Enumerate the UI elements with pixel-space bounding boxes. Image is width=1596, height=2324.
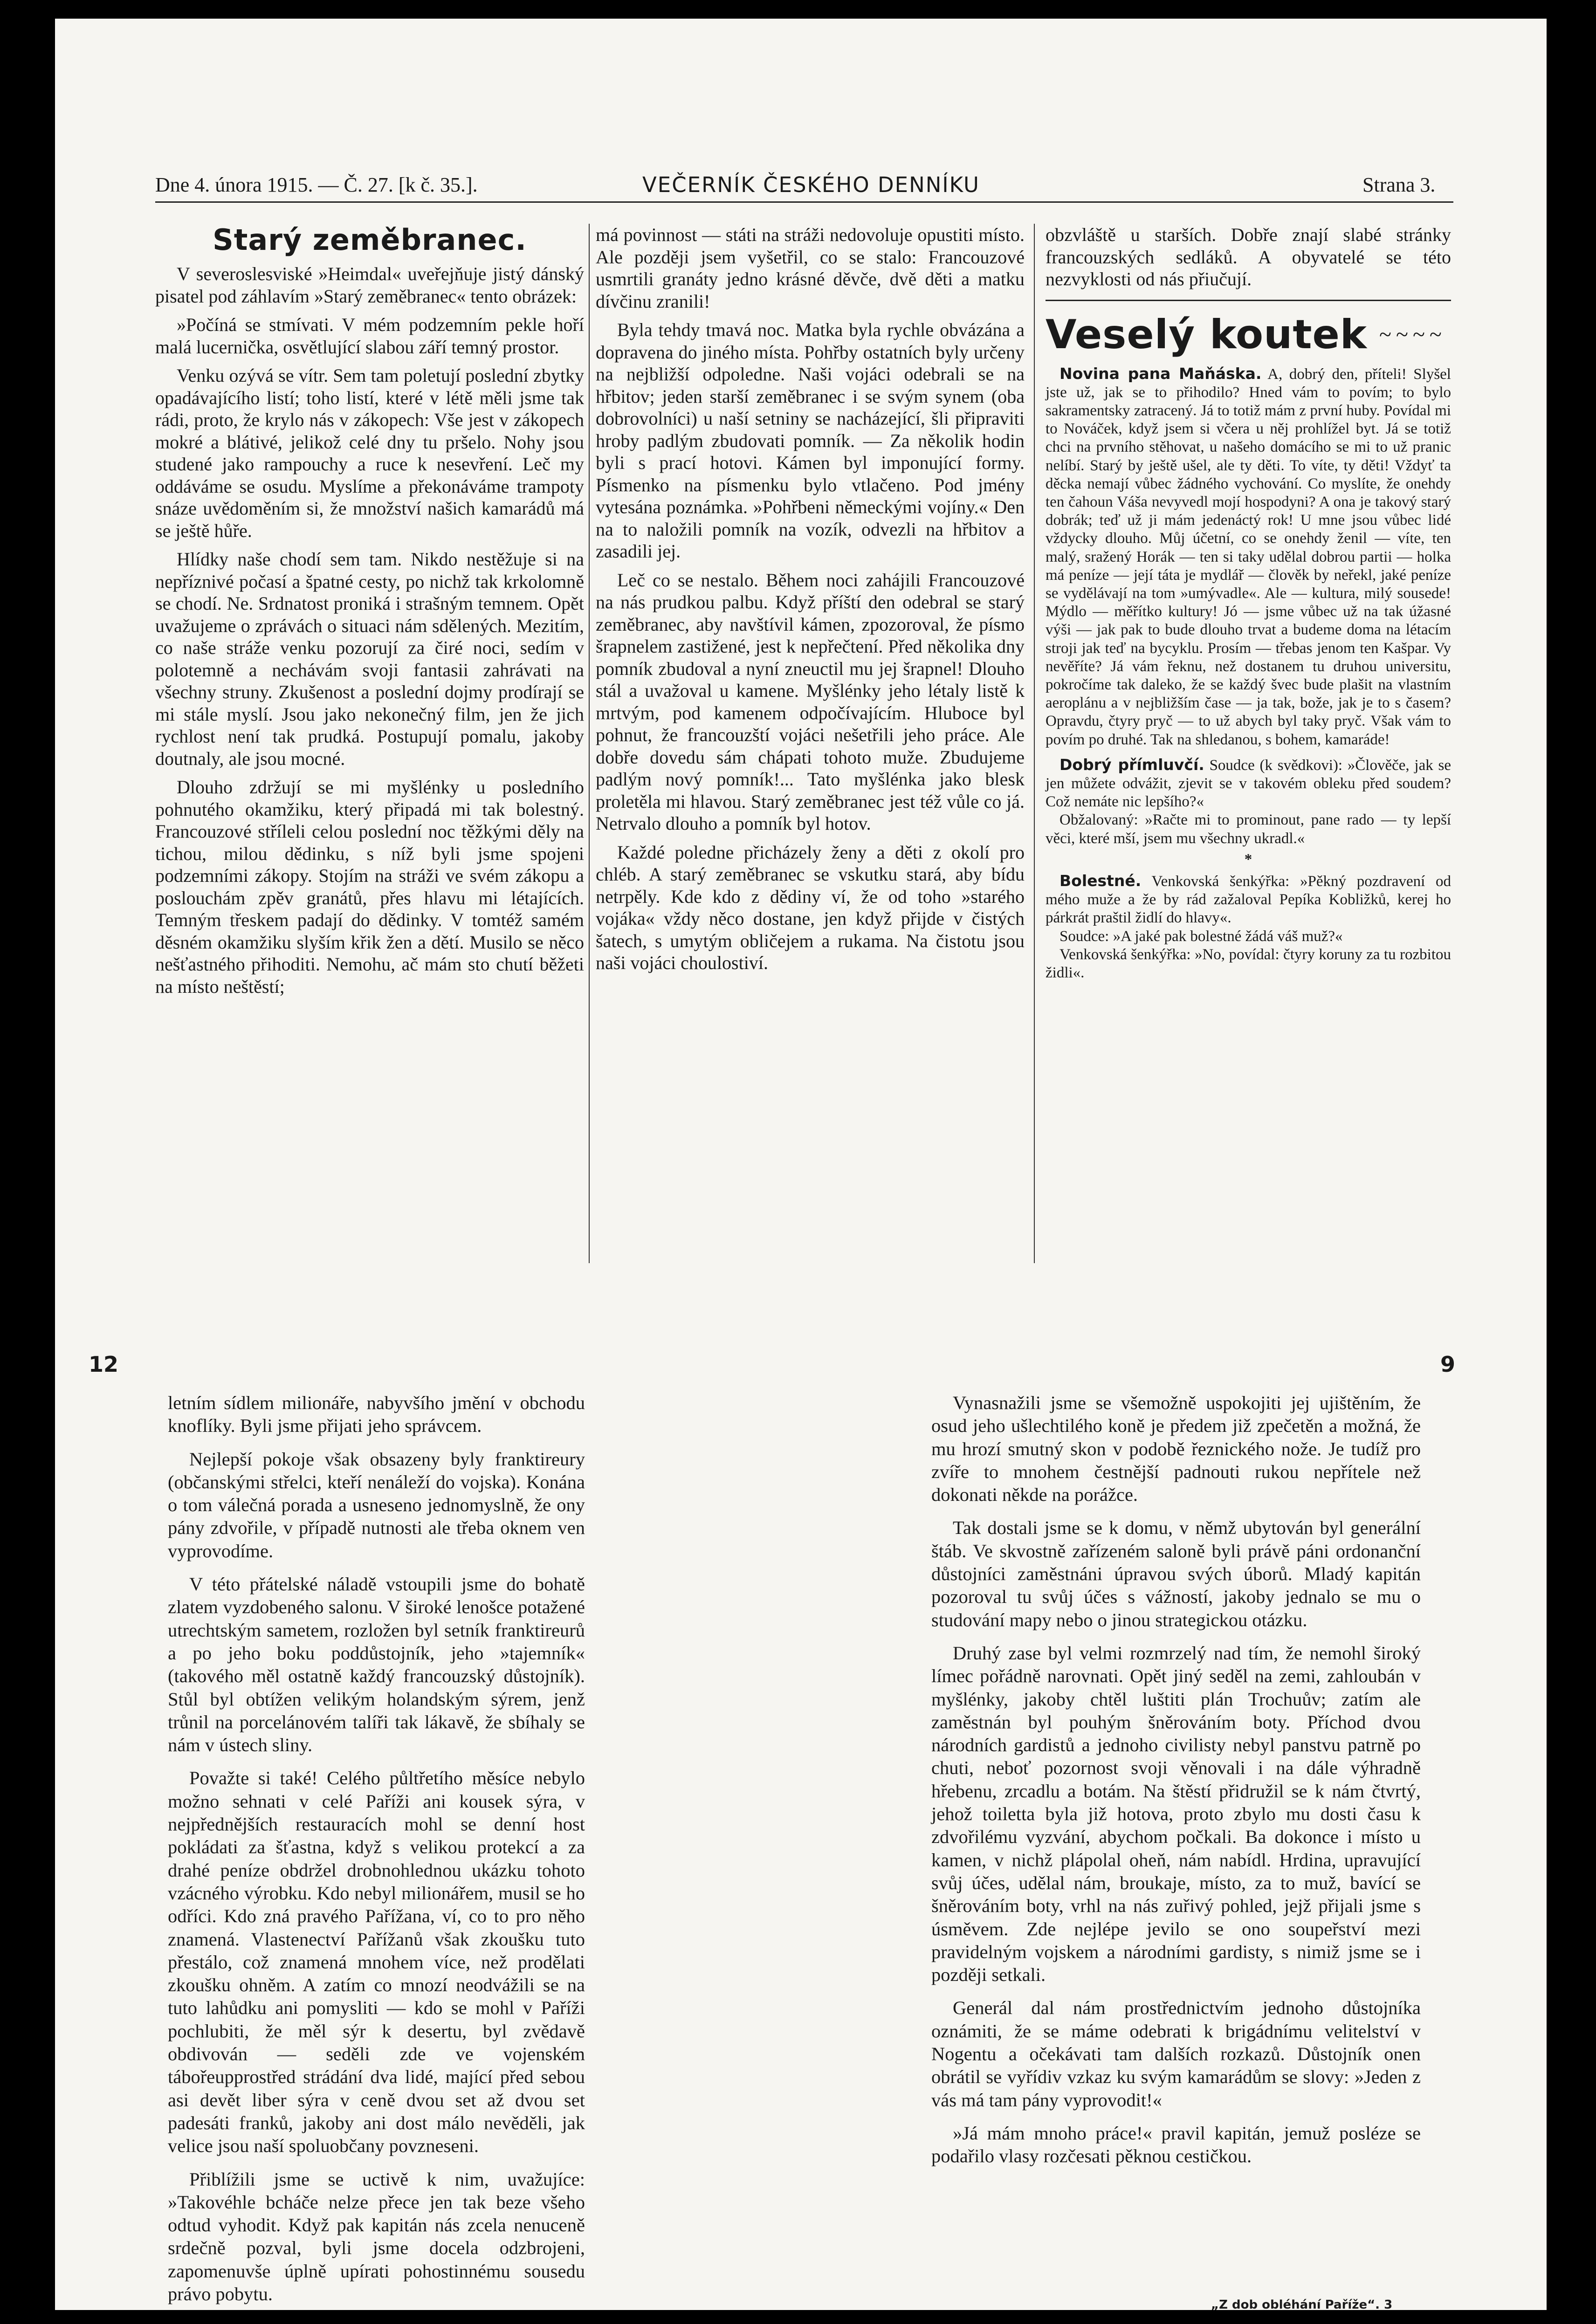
scan-sheet [55, 19, 1547, 2310]
ornament-icon: ~~~~ [1379, 322, 1446, 347]
book-paragraph: »Já mám mnoho práce!« pravil kapitán, jemuž posléze se podařilo vlasy rozčesati pěknou cestičkou. [931, 2122, 1421, 2167]
book-paragraph: Vynasnažili jsme se všemožně uspokojiti jej ujištěním, že osud jeho ušlechtilého koně je předem již zpečetěn a možná, že mu hrozí smutný skon v podobě řeznického nože. Je tudíž pro zvíře to mnohem čestnější padnouti rukou nepřítele než dokonati někde na porážce. [931, 1392, 1421, 1506]
right-page-number: 9 [1440, 1352, 1456, 1377]
article-column-3 [1046, 224, 1451, 1249]
book-left-page [168, 1391, 585, 2304]
book-paragraph: Považte si také! Celého půltřetího měsíce nebylo možno sehnati v celé Paříži ani kousek sýra, v nejpřednějších restauracích mohl se denní host pokládati za šťastna, když s velikou protekcí a za drahé peníze obdržel drobnohlednou ukázku tohoto vzácného výrobku. Kdo nebyl milionářem, musil se ho odříci. Kdo zná pravého Pařížana, ví, co to pro něho znamená. Vlastenectví Pařížanů však zkoušku tuto přestálo, což znamená mnohem více, než prodělati zkoušku ohněm. A zatím co mnozí neodvážili se na tuto lahůdku ani pomysliti — kdo se mohl v Paříži pochlubiti, že měl sýr k desertu, byl zvědavě obdivován — seděli zde ve vojenském tábořeupprostřed strádání dva lidé, mající před sebou asi devět liber sýra v ceně dvou set až dvou set padesáti franků, jakoby ani dost málo nevěděli, jak velice jsou naší spoluobčany povzneseni. [168, 1767, 585, 2157]
column-rule [589, 224, 590, 1263]
joke-text: Venkovská šenkýřka: »Pěkný pozdravení od mého muže a že by rád zažaloval Pepíka Kobližků, kerej ho párkrát praštil židlí do hlavy«. [1046, 873, 1452, 927]
article-paragraph: V severoslesviské »Heimdal« uveřejňuje jistý dánský pisatel pod záhlavím »Starý zeměbranec« tento obrázek: [155, 263, 584, 307]
article-paragraph: Hlídky naše chodí sem tam. Nikdo nestěžuje si na nepříznivé počasí a špatné cesty, po nichž tak krkolomně se chodí. Ne. Srdnatost proniká i strašným temnem. Opět uvažujeme o zprávách o situaci nám sdělených. Mezitím, co naše stráže venku pozorují za čiré noci, sedím v polotemně a nechávám svoji fantasii zahrávati na všechny struny. Zkušenost a poslední dojmy prodírají se mi stále myslí. Jsou jako nekonečný film, jen že jich rychlost není tak prudká. Postupují pomalu, jakoby doutnaly, ale jsou mocné. [155, 549, 584, 769]
header-rule [155, 201, 1453, 203]
article-paragraph: obzvláště u starších. Dobře znají slabé stránky francouzských sedláků. A obyvatelé se této nezvyklosti od nás přiučují. [1046, 224, 1451, 289]
article-paragraph: »Počíná se stmívati. V mém podzemním pekle hoří malá lucernička, osvětlující slabou září temný prostor. [155, 314, 584, 358]
section-rule [1046, 300, 1451, 301]
article-paragraph: Leč co se nestalo. Během noci zahájili Francouzové na nás prudkou palbu. Když příští den odebral se starý zeměbranec, aby navštívil kámen, zpozoroval, že písmo šrapnelem zastižené, jest k nepřečtení. Před několika dny pomník zbudoval a nyní zneuctil mu jej šrapnel! Dlouho stál a uvažoval u kamene. Myšlénky jeho létaly listě k mrtvým, pod kamenem odpočívajícím. Hluboce byl pohnut, že francouzští vojáci nešetřili jeho práce. Ale dobře dovedu sám chápati tohoto muže. Zbudujeme padlým nový pomník!... Tato myšlénka jako blesk proletěla mi hlavou. Starý zeměbranec jest též vůle co já. Netrvalo dlouho a pomník byl hotov. [596, 569, 1025, 834]
joke-text: Soudce: »A jaké pak bolestné žádá váš muž?« [1059, 928, 1343, 945]
book-paragraph: Nejlepší pokoje však obsazeny byly franktireury (občanskými střelci, kteří nenáleží do vojska). Konána o tom válečná porada a usneseno jednomyslně, že ony pány zdvořile, v případě nutnosti ale třeba oknem ven vyprovodíme. [168, 1448, 585, 1561]
vesely-koutek-body [1046, 364, 1451, 983]
book-paragraph: letním sídlem milionáře, nabyvšího jmění v obchodu knoflíky. Byli jsme přijati jeho správcem. [168, 1392, 585, 1437]
article-column-1 [155, 224, 584, 1249]
header-title: VEČERNÍK ČESKÉHO DENNÍKU [642, 172, 980, 197]
article-paragraph: Venku ozývá se vítr. Sem tam poletují poslední zbytky opadávajícího listí; toho listí, které v létě měli jsme tak rádi, proto, že krylo nás v zákopech: Vše jest v zákopech mokré a blátivé, jelikož celé dny tu pršelo. Nohy jsou studené jako rampouchy a ruce k nesevření. Leč my oddáváme se osudu. Myslíme a překonáváme trampoty snáze uvědoměním si, že množství našich kamarádů má se ještě hůře. [155, 365, 584, 541]
article-column-2 [596, 224, 1025, 1249]
vesely-koutek-heading [1046, 312, 1451, 357]
article-paragraph: Dlouho zdržují se mi myšlénky u posledního pohnutého okamžiku, který připadá mi tak bolestný. Francouzové stříleli celou poslední noc těžkými děly na tichou, milou dědinku, s níž byli jsme spojeni podzemními zákopy. Stojím na stráži ve svém zákopu a poslouchám zpěv granátů, přes hlavu mi létajících. Temným třeskem padají do dědinky. V tomtéž samém děsném okamžiku slyším křik žen a dětí. Musilo se něco nešťastného přihoditi. Nemohu, ač mám sto chutí běžeti na místo neštěstí; [155, 777, 584, 997]
article-paragraph: má povinnost — státi na stráži nedovoluje opustiti místo. Ale později jsem vyšetřil, co se stalo: Francouzové usmrtili granáty jedno krásné děvče, dvě děti a matku dívčinu zranili! [596, 224, 1025, 312]
book-right-page [931, 1391, 1421, 2268]
column-rule [1034, 224, 1035, 1263]
header-date: Dne 4. února 1915. — Č. 27. [k č. 35.]. [155, 173, 478, 196]
joke-text: A, dobrý den, příteli! Slyšel jste už, jak se to přihodilo? Hned vám to povím; to bylo sakramentsky zatracený. Já to totiž mám z první huby. Povídal mi to Nováček, když jsem si včera u něj prohlížel byt. Já se totiž chci na prvního stěhovat, u našeho domácího se mi to už pranic nelíbí. Starý by ještě ušel, ale ty děti. To víte, ty děti! Vždyť ta děcka nemají vůbec žádného vychování. Co myslíte, že onehdy ten čahoun Váša nevyvedl mojí hospodyni? A ona je takový starý dobrák; teď už ji mám jedenáctý rok! U mne jsou vůbec lidé vždycky dlouho. Můj účetní, co se onehdy ženil — víte, ten malý, sražený Horák — ten si taky udělal dobrou partii — holka má peníze — její táta je mydlář — člověk by neřekl, jaké peníze se vydělávají na tom »umývadle«. Ale — kultura, milý sousede! Mýdlo — měřítko kultury! Jó — jsme vůbec už na tak úžasné výši — jak pak to bude dlouho trvat a budeme doma na létacím stroji jak teď na bycyklu. Prosím — třebas jenom ten Kašpar. Vy nevěříte? Já vám řeknu, než dostanem tu druhou universitu, pokročíme tak daleko, že se každý švec bude plašit na vlastním aeroplánu a v nejbližším čase — ja tak, bože, jak je to s časem? Opravdu, čtyry pryč — to už abych byl taky pryč. Však vám to povím po druhé. Tak na shledanou, s bohem, kamaráde! [1046, 365, 1451, 748]
joke-text: Venkovská šenkýřka: »No, povídal: čtyry koruny za tu rozbitou židli«. [1046, 946, 1451, 981]
book-footer: „Z dob obléhání Paříže“. 3 [1211, 2298, 1393, 2312]
left-page-number: 12 [89, 1352, 119, 1377]
book-paragraph: Tak dostali jsme se k domu, v němž ubytován byl generální štáb. Ve skvostně zařízeném saloně byli právě páni ordonanční důstojníci zaměstnáni úpravou svých úborů. Mladý kapitán pozoroval tu svůj účes s vážností, jakoby jednalo se mu o studování mapy nebo o jinou strategickou otázku. [931, 1517, 1421, 1630]
vesely-koutek-title: Veselý koutek [1046, 311, 1367, 358]
joke-heading: Dobrý přímluvčí. [1059, 755, 1204, 774]
article-paragraph: Každé poledne přicházely ženy a děti z okolí pro chléb. A starý zeměbranec se vskutku stará, aby bídu netrpěly. Kde kdo z dědiny ví, že od toho »starého vojáka« vždy něco dostane, jen když přijde v čistých šatech, s umytým obličejem a rukama. Na čistotu jsou naši vojáci choulostiví. [596, 841, 1025, 973]
book-paragraph: V této přátelské náladě vstoupili jsme do bohatě zlatem vyzdobeného salonu. V široké lenošce potažené utrechtským sametem, rozložen byl setník franktireurů a po jeho boku poddůstojník, jeho »tajemník« (takového měl ostatně každý francouzský důstojník). Stůl byl obtížen velikým holandským sýrem, jenž trůnil na porcelánovém talíři tak lákavě, že sbíhaly se nám v ústech sliny. [168, 1574, 585, 1756]
separator-star-icon: * [1244, 851, 1252, 868]
joke-text: Obžalovaný: »Račte mi to prominout, pane rado — ty lepší věci, které mší, jsem mu všechny ukradl.« [1046, 811, 1451, 847]
header-page-number: Strana 3. [1362, 173, 1436, 196]
book-paragraph: Druhý zase byl velmi rozmrzelý nad tím, že nemohl široký límec pořádně narovnati. Opět jiný seděl na zemi, zahloubán v myšlénky, jakoby chtěl luštiti plán Trochuův; zatím ale zaměstnán byl pouhým šněrováním boty. Příchod dvou národních gardistů a jednoho civilisty nebyl panstvu patrně po chuti, neboť pozornost svoji věnovali i na dále výhradně hřebenu, zrcadlu a botám. Na štěstí přidružil se k nám čtvrtý, jehož toiletta byla již hotova, proto zbylo mu dosti času k zdvořilému vyzvání, abychom počkali. Ba dokonce i místo u kamen, v nichž plápolal oheň, nám nabídl. Hrdina, upravující svůj účes, udělal nám, broukaje, místo, za to muž, bavící se šněrováním boty, vrhl na nás zuřivý pohled, jejž přijali jsme s úsměvem. Zde nejlépe jevilo se ono soupeřství mezi pravidelným vojskem a národními gardisty, s nimiž jsme se i později setkali. [931, 1642, 1421, 1986]
book-paragraph: Generál dal nám prostřednictvím jednoho důstojníka oznámiti, že se máme odebrati k brigádnímu velitelství v Nogentu a očekávati tam dalších rozkazů. Důstojník onen obrátil se vyřídiv vzkaz ku svým kamarádům se slovy: »Jeden z vás má tam pány vyprovodit!« [931, 1997, 1421, 2111]
article-title: Starý zeměbranec. [213, 223, 527, 257]
joke-heading: Bolestné. [1059, 871, 1142, 890]
joke-heading: Novina pana Maňáska. [1059, 364, 1262, 383]
joke-text: Soudce (k svědkovi): »Člověče, jak se jen můžete odvážit, zjevit se v takovém obleku před soudem? Což nemáte nic lepšího?« [1046, 756, 1451, 811]
article-paragraph: Byla tehdy tmavá noc. Matka byla rychle obvázána a dopravena do jiného místa. Pohřby ostatních byly určeny na nejbližší odpoledne. Naši vojáci odebrali se na hřbitov; jeden starší zeměbranec i se svým synem (oba dobrovolníci) u naší setniny se nacházející, šli připraviti hroby padlým zbudovati pomník. — Za několik hodin byli s prací hotovi. Kámen byl imponující formy. Písmenko na písmenku bylo vtlačeno. Pod jmény vytesána poznámka. »Pohřbeni německými vojíny.« Den na to naložili pomník na vozík, odvezli na hřbitov a zasadili jej. [596, 319, 1025, 562]
book-paragraph: Přiblížili jsme se uctivě k nim, uvažujíce: »Takovéhle bcháče nelze přece jen tak beze všeho odtud vyhodit. Když pak kapitán nás zcela nenuceně srdečně pozval, byli jsme docela odzbrojeni, zapomenuvše úplně upírati pohostinnému sousedu právo pobytu. [168, 2168, 585, 2304]
